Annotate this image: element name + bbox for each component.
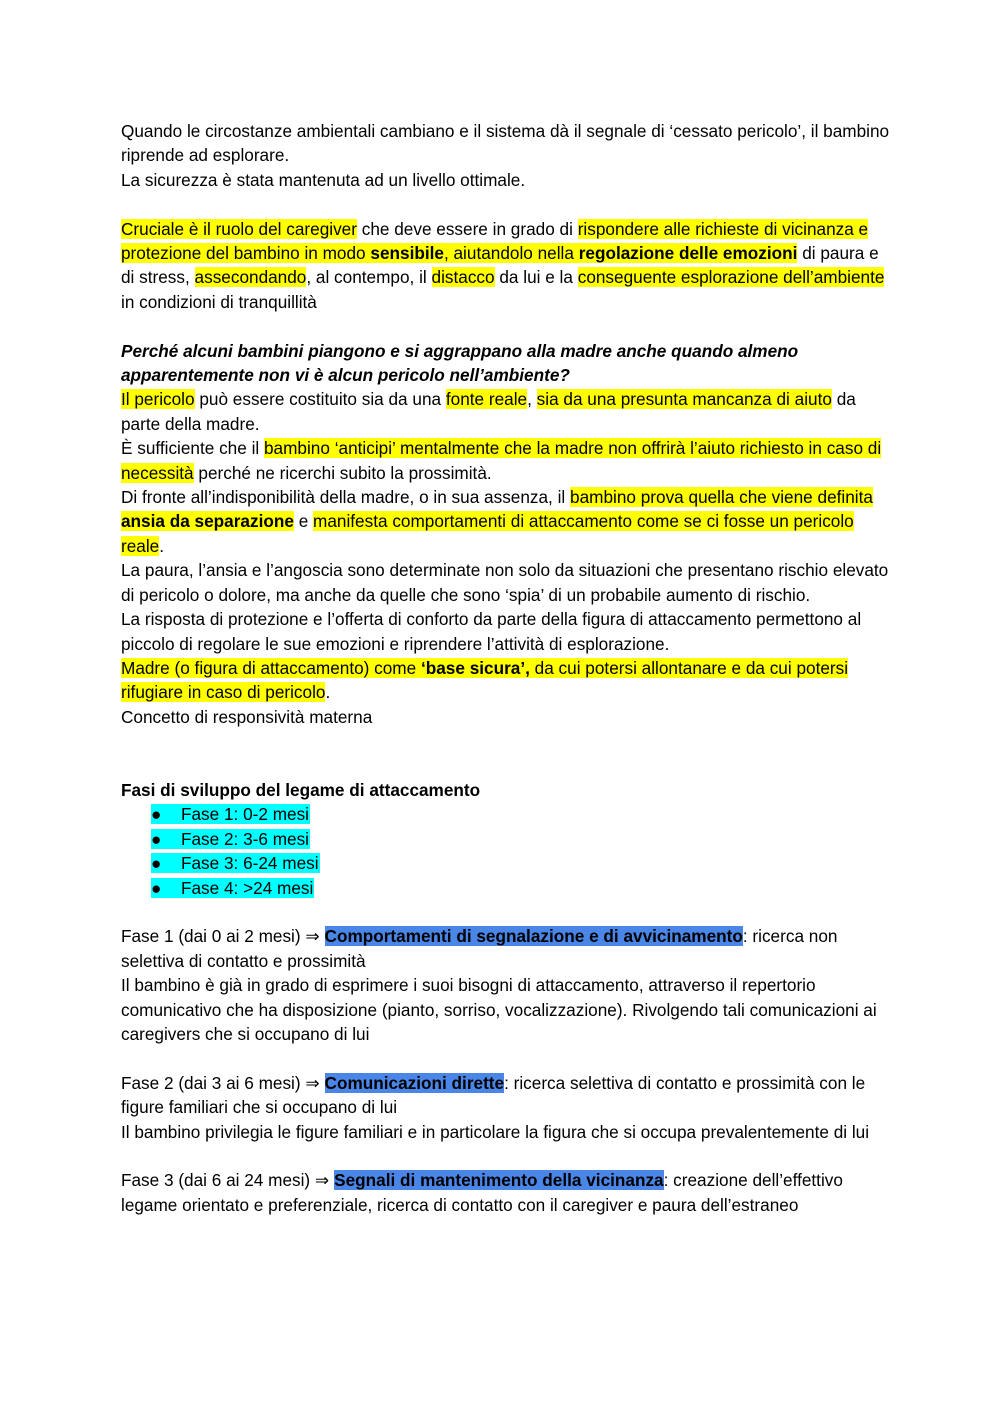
list-item [151,827,891,851]
list-item [151,876,891,900]
spacer [121,314,891,338]
highlight: , aiutandolo nella [443,243,579,264]
text-run: : creazione dell’effettivo legame orientato e preferenziale, ricerca di contatto con il caregiver e paura dell’estraneo [121,1170,843,1215]
spacer [121,1144,891,1168]
phase-item-label: Fase 2: 3-6 mesi [181,828,309,849]
paragraph-caregiver [121,217,891,315]
fase1-description: Il bambino è già in grado di esprimere i suoi bisogni di attaccamento, attraverso il repertorio comunicativo che ha disposizione (pianto, sorriso, vocalizzazione). Rivolgendo tali comunicazioni ai caregivers che si occupano di lui [121,975,877,1044]
phases-list [121,802,891,900]
highlight: Il pericolo [121,389,195,410]
text-run: . [159,535,164,556]
phase-item-label: Fase 4: >24 mesi [181,877,314,898]
list-item [151,851,891,875]
document-body [121,119,891,1217]
highlight-bold: sensibile [370,243,444,264]
text-run: Fase 1 (dai 0 ai 2 mesi) ⇒ [121,926,325,947]
paragraph-responsiveness: Concetto di responsività materna [121,706,373,727]
paragraph-protection: La risposta di protezione e l’offerta di conforto da parte della figura di attaccamento permettono al piccolo di regolare le sue emozioni e riprendere l’attività di esplorazione. [121,609,862,654]
bullet-icon: ● [151,828,162,849]
highlight: da cui potersi allontanare e da cui potersi rifugiare in caso di pericolo [121,657,849,703]
text-run: Fase 3 (dai 6 ai 24 mesi) ⇒ [121,1170,335,1191]
paragraph-safety [121,119,891,192]
highlight: conseguente esplorazione dell’ambiente [577,267,885,288]
highlight-bold: ‘base sicura’, [420,657,530,678]
phase-item-highlight [151,804,310,824]
phase-item-highlight [151,853,320,873]
question-heading: Perché alcuni bambini piangono e si aggrappano alla madre anche quando almeno apparentemente non vi è alcun pericolo nell’ambiente? [121,340,799,386]
highlight: sia da una presunta mancanza di aiuto [536,389,832,410]
highlight: rispondere alle richieste di vicinanza e protezione del bambino in modo [121,218,869,264]
text-run: di paura e di stress, [121,243,879,288]
highlight: manifesta comportamenti di attaccamento come se ci fosse un pericolo reale [121,511,854,556]
highlight: fonte reale [445,389,528,410]
fase2-title: Comunicazioni dirette [324,1072,505,1093]
text-run: che deve essere in grado di [356,218,578,239]
highlight: bambino ‘anticipi’ mentalmente che la madre non offrirà l’aiuto richiesto in caso di necessità [121,438,882,483]
text-run: : ricerca selettiva di contatto e prossimità con le figure familiari che si occupano di lui [121,1072,866,1118]
phase-item-highlight [151,878,314,898]
phase-item-highlight [151,829,310,849]
text-run: Fase 2 (dai 3 ai 6 mesi) ⇒ [121,1072,325,1093]
highlight: bambino prova quella che viene definita [570,487,873,508]
text-run: perché ne ricerchi subito la prossimità. [193,462,492,483]
highlight: Madre (o figura di attaccamento) come [121,657,421,678]
text-run: e [293,511,314,532]
phase-item-label: Fase 1: 0-2 mesi [181,804,309,825]
phases-heading [121,778,891,802]
paragraph-secure-base [121,656,891,705]
text-run: in condizioni di tranquillità [121,291,317,312]
spacer [121,1046,891,1070]
spacer [121,900,891,924]
highlight: assecondando [194,267,307,288]
text-run: : ricerca non selettiva di contatto e prossimità [121,926,838,971]
text-run: È sufficiente che il [121,438,264,459]
text-run: può essere costituito sia da una [194,389,446,410]
paragraph-anticipation [121,436,891,485]
fase3-title: Segnali di mantenimento della vicinanza [334,1170,664,1191]
phase-item-label: Fase 3: 6-24 mesi [181,853,319,874]
text-safety-b: La sicurezza è stata mantenuta ad un livello ottimale. [121,169,526,190]
fase2-paragraph [121,1071,891,1120]
paragraph-separation [121,485,891,558]
text-run: Di fronte all’indisponibilità della madre, o in sua assenza, il [121,487,571,508]
bullet-icon: ● [151,804,162,825]
fase3-paragraph [121,1168,891,1217]
paragraph-danger [121,387,891,436]
spacer [121,729,891,778]
highlight: Cruciale è il ruolo del caregiver [121,218,357,239]
phases-heading-text: Fasi di sviluppo del legame di attaccamento [121,779,481,800]
fase1-title: Comportamenti di segnalazione e di avvicinamento [324,926,743,947]
text-run: . [325,682,331,703]
text-run: , [527,389,537,410]
text-run: da parte della madre. [121,389,856,434]
text-run: da lui e la [494,267,578,288]
bullet-icon: ● [151,853,162,874]
paragraph-fear: La paura, l’ansia e l’angoscia sono determinate non solo da situazioni che presentano rischio elevato di pericolo o dolore, ma anche da quelle che sono ‘spia’ di un probabile aumento di rischio. [121,560,889,605]
bullet-icon: ● [151,877,162,898]
fase2-description: Il bambino privilegia le figure familiari e in particolare la figura che si occupa prevalentemente di lui [121,1121,870,1142]
highlight: distacco [431,267,495,288]
fase1-paragraph [121,924,891,973]
highlight-bold: ansia da separazione [121,511,294,532]
text-safety-a: Quando le circostanze ambientali cambiano e il sistema dà il segnale di ‘cessato pericolo’, il bambino riprende ad esplorare. [121,121,890,166]
list-item [151,802,891,826]
highlight-bold: regolazione delle emozioni [578,243,798,264]
text-run: , al contempo, il [306,267,432,288]
spacer [121,192,891,216]
